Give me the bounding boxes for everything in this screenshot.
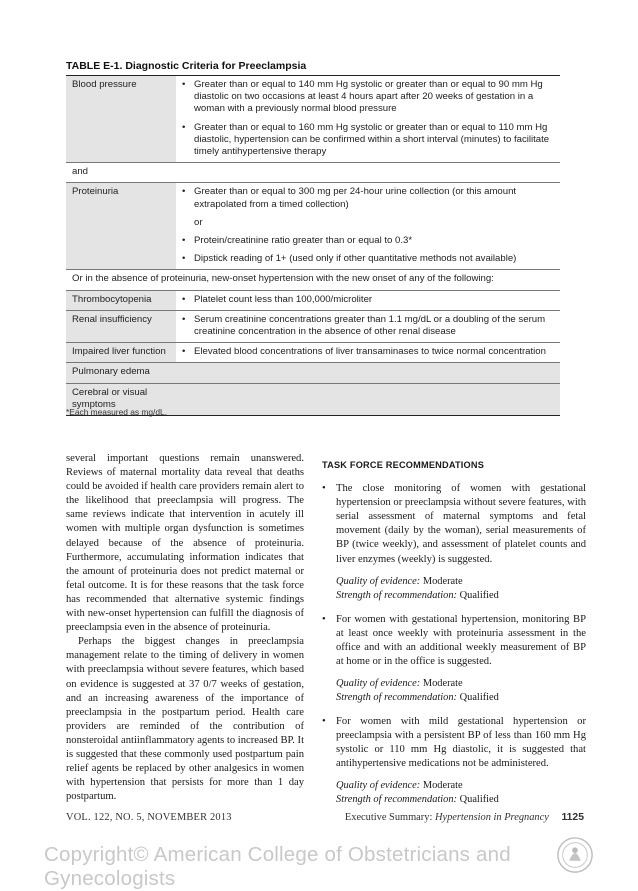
row-label-renal: Renal insufficiency: [66, 310, 176, 342]
table-row: [66, 76, 560, 163]
row-and: and: [66, 163, 560, 183]
recommendation-strength: Strength of recommendation: Qualified: [336, 692, 499, 704]
copyright-watermark: Copyright© American College of Obstetricians and Gynecologists: [44, 843, 511, 890]
running-footer: Executive Summary: Hypertension in Pregnancy 1125: [344, 812, 584, 823]
acog-seal-icon: [556, 836, 594, 874]
recommendation-text: The close monitoring of women with gestational hypertension or preeclampsia without severe features, with serial assessment of maternal symptoms and fetal movement (daily by the woman), serial measurements of BP (twice weekly), and assessment of platelet counts and liver enzymes (weekly) is suggested.: [336, 483, 586, 565]
journal-volume: VOL. 122, NO. 5, NOVEMBER 2013: [66, 812, 232, 823]
table-row: [66, 270, 560, 290]
table-caption: Diagnostic Criteria for Preeclampsia: [125, 60, 307, 72]
recommendation-item: • The close monitoring of women with gestational hypertension or preeclampsia without severe features, with serial assessment of maternal symptoms and fetal movement (daily by the woman), serial measurements of BP (twice weekly), and assessment of platelet counts and liver enzymes (weekly) is suggested. Quality of evidence: Moderate Strength of recommendation: Qualified: [322, 483, 586, 601]
list-item: • Serum creatinine concentrations greater than 1.1 mg/dL or a doubling of the serum creatinine concentration in the absence of other renal disease: [182, 313, 546, 338]
section-heading: TASK FORCE RECOMMENDATIONS: [322, 460, 485, 470]
paragraph: Perhaps the biggest changes in preeclampsia management relate to the timing of delivery in women with preeclampsia without severe features, which based on evidence is suggested at 37 0/7 weeks of gestation, and an increasing awareness of the importance of preeclampsia in the postpartum period. Health care providers are reminded of the contribution of nonsteroidal antiinflammatory agents to increased BP. It is suggested that these commonly used postpartum pain relief agents be replaced by other analgesics in women with hypertension that persists for more than 1 day postpartum.: [66, 636, 305, 803]
list-item: • Dipstick reading of 1+ (used only if other quantitative methods not available): [182, 253, 517, 265]
evidence-quality: Quality of evidence: Moderate: [336, 575, 463, 587]
paragraph: several important questions remain unanswered. Reviews of maternal mortality data reveal that deaths could be avoided if health care providers remain alert to the likelihood that preeclampsia will progress. The same reviews indicate that intervention in acutely ill women with multiple organ dysfunction is sometimes delayed because of the absence of proteinuria. Furthermore, accumulating information indicates that the amount of proteinuria does not predict maternal or fetal outcome. It is for these reasons that the task force has recommended that alternative systemic findings with new-onset hypertension can fulfill the diagnosis of preeclampsia even in the absence of proteinuria.: [66, 453, 304, 634]
body-left-column: [66, 452, 304, 804]
recommendation-text: For women with mild gestational hypertension or preeclampsia with a persistent BP of less than 160 mm Hg systolic or 110 mm Hg diastolic, it is suggested that antihypertensive medications not be administered.: [336, 716, 586, 770]
table-row: [66, 363, 560, 383]
evidence-quality: Quality of evidence: Moderate: [336, 780, 463, 792]
body-right-column: [322, 458, 586, 811]
table-title: [66, 60, 306, 72]
page-number: 1125: [561, 812, 584, 823]
list-item: • Protein/creatinine ratio greater than or equal to 0.3*: [182, 235, 413, 247]
row-content-proteinuria: [176, 183, 560, 270]
table-row: [66, 343, 560, 363]
list-item: • Elevated blood concentrations of liver transaminases to twice normal concentration: [182, 346, 546, 358]
list-item: • Greater than or equal to 140 mm Hg systolic or greater than or equal to 90 mm Hg diastolic on two occasions at least 4 hours apart after 20 weeks of gestation in a woman with a previously normal blood pressure: [182, 79, 543, 115]
row-label-blood-pressure: Blood pressure: [66, 76, 176, 163]
row-content-blood-pressure: [176, 76, 560, 163]
list-item: • Platelet count less than 100,000/microliter: [182, 293, 373, 305]
recommendation-item: • For women with gestational hypertension, monitoring BP at least once weekly with proteinuria assessment in the office and with an additional weekly measurement of BP at home or in the office is suggested. Quality of evidence: Moderate Strength of recommendation: Qualified: [322, 613, 586, 704]
recommendation-strength: Strength of recommendation: Qualified: [336, 589, 499, 601]
table-row: [66, 183, 560, 270]
row-label-thrombocytopenia: Thrombocytopenia: [66, 290, 176, 310]
recommendation-item: • For women with mild gestational hypertension or preeclampsia with a persistent BP of less than 160 mm Hg systolic or 110 mm Hg diastolic, it is suggested that antihypertensive medications not be administered. Quality of evidence: Moderate Strength of recommendation: Qualified: [322, 716, 586, 806]
table-row: [66, 310, 560, 342]
table-footnote: *Each measured as mg/dL.: [66, 407, 168, 417]
table-row: [66, 290, 560, 310]
recommendation-text: For women with gestational hypertension, monitoring BP at least once weekly with proteinuria assessment in the office and with an additional weekly measurement of BP at home or in the office is suggested.: [336, 613, 586, 667]
list-item: • Greater than or equal to 300 mg per 24-hour urine collection (or this amount extrapolated from a timed collection): [182, 186, 517, 210]
row-label-proteinuria: Proteinuria: [66, 183, 176, 270]
recommendation-strength: Strength of recommendation: Qualified: [336, 794, 499, 806]
or-text: or: [194, 216, 203, 228]
table-number: TABLE E-1.: [66, 60, 123, 72]
row-label-liver: Impaired liver function: [66, 343, 176, 363]
list-item: • Greater than or equal to 160 mm Hg systolic or greater than or equal to 110 mm Hg diastolic, hypertension can be confirmed within a short interval (minutes) to facilitate timely antihypertensive therapy: [182, 121, 550, 158]
criteria-table: [66, 75, 560, 416]
evidence-quality: Quality of evidence: Moderate: [336, 678, 463, 690]
row-absence: Or in the absence of proteinuria, new-onset hypertension with the new onset of any of the following:: [66, 270, 560, 290]
row-label-cerebral: Cerebral or visual symptoms: [66, 383, 176, 415]
table-row: [66, 163, 560, 183]
row-label-pulmonary: Pulmonary edema: [66, 363, 176, 383]
